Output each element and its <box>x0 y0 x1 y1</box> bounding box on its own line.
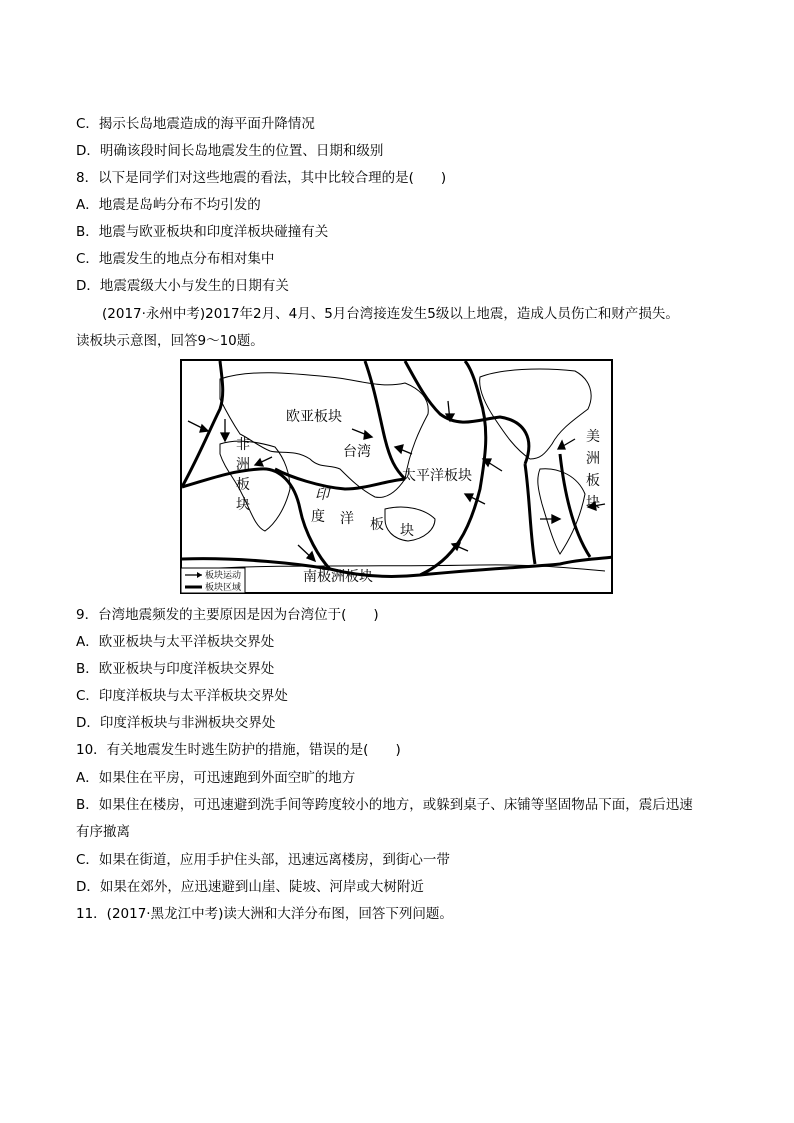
option-8b: B．地震与欧亚板块和印度洋板块碰撞有关 <box>76 224 329 240</box>
option-9b: B．欧亚板块与印度洋板块交界处 <box>76 661 275 677</box>
option-9a: A．欧亚板块与太平洋板块交界处 <box>76 634 275 650</box>
option-8c: C．地震发生的地点分布相对集中 <box>76 251 275 267</box>
option-10b: B．如果住在楼房，可迅速避到洗手间等跨度较小的地方，或躲到桌子、床铺等坚固物品下面，震后迅速 <box>76 797 693 813</box>
passage-line-2: 读板块示意图，回答9～10题。 <box>76 333 264 349</box>
label-americas-3: 板 <box>586 473 600 489</box>
question-9: 9．台湾地震频发的主要原因是因为台湾位于( ) <box>76 607 379 623</box>
label-americas-4: 块 <box>586 495 600 511</box>
option-10c: C．如果在街道，应用手护住头部，迅速远离楼房，到街心一带 <box>76 852 450 868</box>
label-americas-1: 美 <box>586 429 600 445</box>
label-indian-5: 块 <box>400 523 414 539</box>
passage-line-1: (2017·永州中考)2017年2月、4月、5月台湾接连发生5级以上地震，造成人员伤亡和财产损失。 <box>102 306 679 322</box>
legend-motion: 板块运动 <box>205 571 242 581</box>
label-africa-1: 非 <box>236 437 250 453</box>
label-africa-3: 板 <box>236 477 250 493</box>
plate-map <box>180 359 613 594</box>
plate-map-svg <box>180 359 613 594</box>
option-9c: C．印度洋板块与太平洋板块交界处 <box>76 688 288 704</box>
option-10d: D．如果在郊外，应迅速避到山崖、陡坡、河岸或大树附近 <box>76 879 424 895</box>
question-8: 8．以下是同学们对这些地震的看法，其中比较合理的是( ) <box>76 170 447 186</box>
question-10: 10．有关地震发生时逃生防护的措施，错误的是( ) <box>76 742 401 758</box>
label-indian-1: 印 <box>315 487 329 503</box>
label-eurasia: 欧亚板块 <box>286 409 342 425</box>
option-8d: D．地震震级大小与发生的日期有关 <box>76 278 289 294</box>
label-taiwan: 台湾 <box>343 444 371 460</box>
option-7c: C．揭示长岛地震造成的海平面升降情况 <box>76 116 315 132</box>
label-indian-3: 洋 <box>340 511 354 527</box>
option-10b-cont: 有序撤离 <box>76 824 130 840</box>
legend-boundary: 板块区域 <box>205 583 242 593</box>
map-legend <box>181 568 245 593</box>
label-indian-4: 板 <box>370 517 384 533</box>
label-americas-2: 洲 <box>586 451 600 467</box>
option-7d: D．明确该段时间长岛地震发生的位置、日期和级别 <box>76 143 384 159</box>
label-africa-2: 洲 <box>236 457 250 473</box>
option-10a: A．如果住在平房，可迅速跑到外面空旷的地方 <box>76 770 356 786</box>
label-africa-4: 块 <box>236 497 250 513</box>
option-8a: A．地震是岛屿分布不均引发的 <box>76 197 261 213</box>
label-indian-2: 度 <box>311 509 325 525</box>
option-9d: D．印度洋板块与非洲板块交界处 <box>76 715 276 731</box>
label-pacific: 太平洋板块 <box>402 468 472 484</box>
label-antarctic: 南极洲板块 <box>303 569 373 585</box>
question-11: 11．(2017·黑龙江中考)读大洲和大洋分布图，回答下列问题。 <box>76 906 453 922</box>
